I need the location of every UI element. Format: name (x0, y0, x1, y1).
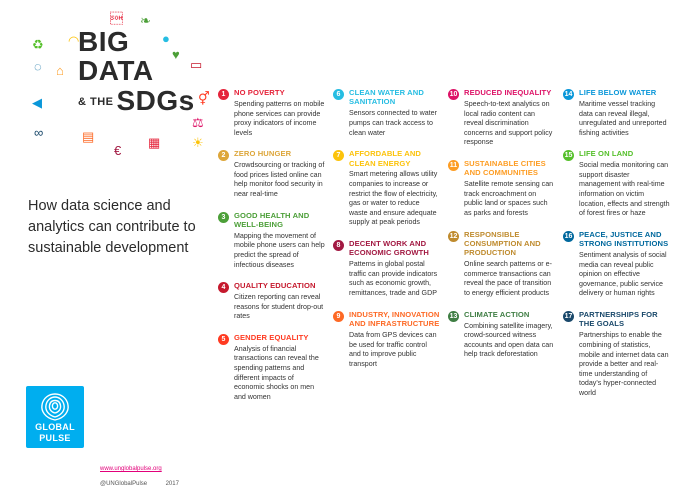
goal-title: DECENT WORK AND ECONOMIC GROWTH (349, 238, 429, 258)
goal-card-16[interactable] (563, 230, 670, 299)
goal-title: INDUSTRY, INNOVATION AND INFRASTRUCTURE (349, 309, 440, 329)
title-ampersand: & THE (78, 96, 114, 109)
goal-description: Data from GPS devices can be used for traffic control and to improve public transport (349, 330, 437, 368)
goal-card-1[interactable] (218, 88, 325, 138)
chart-icon: ◠ (68, 33, 80, 48)
goal-title: LIFE ON LAND (579, 149, 634, 159)
goal-title: PEACE, JUSTICE AND STRONG INSTITUTIONS (579, 229, 669, 249)
people-icon:  (110, 11, 123, 26)
goal-card-4[interactable] (218, 281, 325, 322)
goal-description: Maritime vessel tracking data can reveal illegal, unregulated and unreported fishing activities (579, 99, 667, 137)
logo-line-2: PULSE (39, 433, 71, 443)
logo-line-1: GLOBAL (35, 422, 75, 432)
goal-number-badge: 13 (449, 312, 458, 320)
goal-card-3[interactable] (218, 211, 325, 271)
goal-card-5[interactable] (218, 333, 325, 402)
fish-icon: ◀ (32, 95, 42, 110)
goal-title: LIFE BELOW WATER (579, 88, 657, 97)
goal-card-7[interactable] (333, 149, 440, 228)
goal-card-17[interactable] (563, 310, 670, 398)
goal-title: NO POVERTY (234, 88, 285, 97)
twitter-handle: @UNGlobalPulse (100, 481, 148, 487)
scales-icon: ⚖ (192, 115, 204, 130)
leaf-icon: ❧ (140, 13, 151, 28)
sun-icon: ☀ (192, 135, 204, 150)
goal-card-6[interactable] (333, 88, 440, 138)
heartbeat-icon: ♥ (172, 47, 180, 62)
goal-title: CLIMATE ACTION (464, 309, 530, 319)
goal-card-13[interactable] (448, 310, 555, 360)
subtitle: How data science and analytics can contribute to sustainable development (28, 198, 196, 256)
goal-title: REDUCED INEQUALITY (464, 88, 552, 97)
title-line-big: BIG (78, 26, 130, 57)
goal-title: AFFORDABLE AND CLEAN ENERGY (349, 149, 421, 168)
goal-description: Partnerships to enable the combining of statistics, mobile and internet data can provide a better and real-time understanding of today's hyper-connected world (579, 331, 669, 397)
fingerprint-icon (36, 392, 74, 422)
footer (100, 466, 220, 490)
droplet-icon: ● (162, 31, 170, 46)
goals-grid (218, 88, 678, 468)
goal-number-badge: 8 (333, 240, 344, 251)
goal-number-badge: 7 (333, 150, 344, 161)
infinity-icon: ∞ (34, 125, 44, 140)
city-icon: ▤ (82, 129, 95, 144)
title-line-sdgs (78, 86, 198, 116)
globe-icon: ◌ (34, 59, 42, 74)
goals-column-2 (333, 88, 448, 468)
goal-number-badge: 9 (333, 311, 344, 322)
goal-description: Crowdsourcing or tracking of food prices listed online can help monitor food security in near real-time (234, 161, 325, 198)
goal-card-2[interactable] (218, 149, 325, 199)
goal-card-8[interactable] (333, 239, 440, 299)
goal-card-10[interactable] (448, 88, 555, 148)
goal-description: Combining satellite imagery, crowd-sourced witness accounts and open data can help track deforestation (464, 321, 554, 359)
goal-title: ZERO HUNGER (234, 149, 292, 159)
goal-description: Satellite remote sensing can track encroachment on public land or spaces such as parks and forests (464, 180, 554, 217)
goal-card-15[interactable] (563, 149, 670, 218)
goal-number-badge: 12 (449, 232, 458, 240)
goal-title: PARTNERSHIPS FOR THE GOALS (579, 310, 658, 329)
goals-column-4 (563, 88, 678, 468)
goal-description: Smart metering allows utility companies to increase or restrict the flow of electricity, gas or water to reduce waste and ensure adequate supply at peak periods (349, 170, 438, 227)
goal-title: CLEAN WATER AND SANITATION (349, 88, 424, 107)
title-line-data: DATA (78, 55, 154, 86)
euro-icon: € (114, 143, 122, 158)
goal-description: Citizen reporting can reveal reasons for student drop-out rates (234, 293, 324, 321)
book-icon: ▭ (190, 57, 203, 72)
global-pulse-logo (26, 386, 84, 448)
goal-number-badge: 10 (449, 91, 458, 98)
recycle-icon: ♻ (32, 37, 44, 52)
goals-column-1 (218, 88, 333, 468)
goal-description: Spending patterns on mobile phone services can provide proxy indicators of income levels (234, 99, 325, 137)
goal-number-badge: 17 (564, 313, 573, 321)
left-panel (0, 0, 218, 500)
goal-description: Mapping the movement of mobile phone users can help predict the spread of infectious diseases (234, 231, 325, 269)
goal-description: Speech-to-text analytics on local radio content can reveal discrimination concerns and support policy response (464, 99, 553, 147)
goal-description: Sentiment analysis of social media can reveal public opinion on effective governance, public service delivery or human rights (579, 251, 667, 298)
goal-card-14[interactable] (563, 88, 670, 138)
goal-description: Sensors connected to water pumps can track access to clean water (349, 109, 437, 137)
goal-number-badge: 4 (218, 282, 229, 293)
goal-title: GOOD HEALTH AND WELL-BEING (234, 210, 310, 229)
goal-number-badge: 11 (449, 161, 458, 169)
goal-title: QUALITY EDUCATION (234, 281, 316, 291)
goal-description: Patterns in global postal traffic can provide indicators such as economic growth, remittances, trade and GDP (349, 260, 438, 298)
bargraph-icon: ▦ (148, 135, 161, 150)
goal-number-badge: 6 (333, 89, 344, 100)
goal-number-badge: 2 (218, 150, 229, 161)
goal-number-badge: 16 (564, 232, 573, 240)
goal-title: RESPONSIBLE CONSUMPTION AND PRODUCTION (464, 229, 541, 258)
goal-description: Online search patterns or e-commerce transactions can reveal the pace of transition to energy efficient products (464, 260, 552, 298)
year-label: 2017 (165, 481, 179, 487)
house-icon: ⌂ (56, 63, 64, 78)
title-sdgs-word: SDGs (116, 85, 195, 116)
website-link[interactable]: www.unglobalpulse.org (100, 466, 162, 472)
goal-number-badge: 3 (218, 212, 229, 223)
goal-number-badge: 1 (218, 89, 229, 100)
goals-column-3 (448, 88, 563, 468)
gender-icon: ⚥ (198, 91, 210, 106)
goal-description: Analysis of financial transactions can reveal the spending patterns and different impacts of economic shocks on men and women (234, 344, 319, 401)
goal-number-badge: 15 (564, 152, 573, 160)
page-title (78, 28, 198, 116)
goal-number-badge: 5 (218, 334, 229, 345)
goal-title: SUSTAINABLE CITIES AND COMMUNITIES (464, 158, 546, 178)
goal-title: GENDER EQUALITY (234, 332, 309, 342)
goal-card-12[interactable] (448, 230, 555, 299)
goal-card-9[interactable] (333, 310, 440, 370)
logo-text (26, 422, 84, 444)
goal-number-badge: 14 (564, 91, 573, 98)
goal-card-11[interactable] (448, 159, 555, 219)
goal-description: Social media monitoring can support disaster management with real-time information on victim location, effects and strength of forest fires or haze (579, 161, 670, 218)
